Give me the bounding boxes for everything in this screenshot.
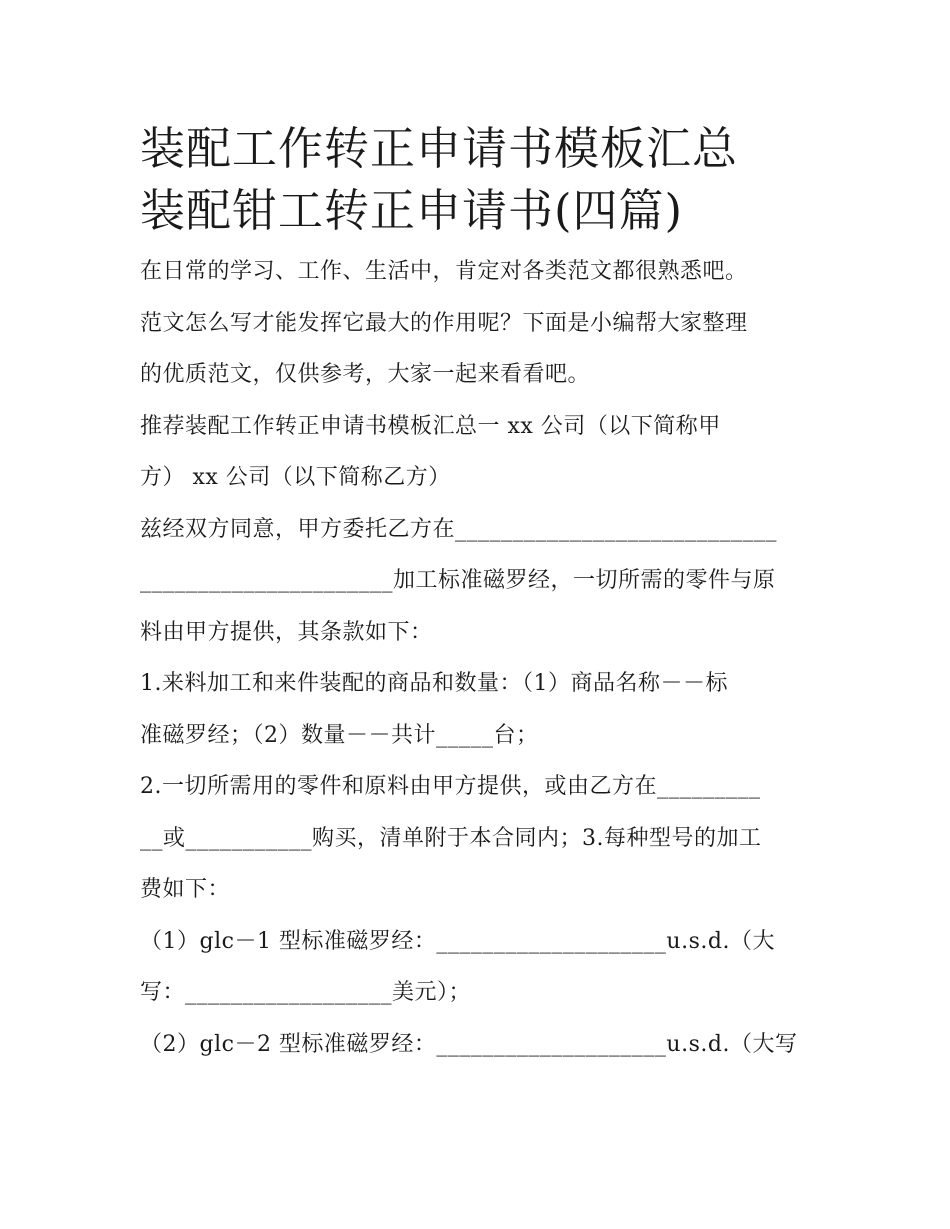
clause-2-paragraph: 2.一切所需用的零件和原料由甲方提供，或由乙方在_________ __或___________购买，清单附于本合同内；3.每种型号的加工 费如下： [140, 774, 762, 902]
intro-paragraph: 在日常的学习、工作、生活中，肯定对各类范文都很熟悉吧。 范文怎么写才能发挥它最大的作用呢？下面是小编帮大家整理 的优质范文，仅供参考，大家一起来看看吧。 [140, 259, 748, 387]
clause-1-paragraph: 1.来料加工和来件装配的商品和数量：（1）商品名称－－标 准磁罗经；（2）数量－－共计_____台； [140, 671, 728, 748]
document-title: 装配工作转正申请书模板汇总 装配钳工转正申请书(四篇) [140, 122, 739, 237]
fee-item-1-paragraph: （1）glc－1 型标准磁罗经：____________________u.s.d.（大 写：__________________美元）； [140, 928, 775, 1005]
document-page [140, 118, 820, 1070]
parties-paragraph: 推荐装配工作转正申请书模板汇总一 xx 公司（以下简称甲 方） xx 公司（以下简称乙方） [140, 413, 721, 490]
agreement-paragraph: 兹经双方同意，甲方委托乙方在____________________________ ______________________加工标准磁罗经，一切所需的零件与原 料由甲方提供，其条款如下： [140, 516, 778, 645]
fee-item-2-paragraph: （2）glc－2 型标准磁罗经：____________________u.s.d.（大写 [140, 1031, 798, 1057]
